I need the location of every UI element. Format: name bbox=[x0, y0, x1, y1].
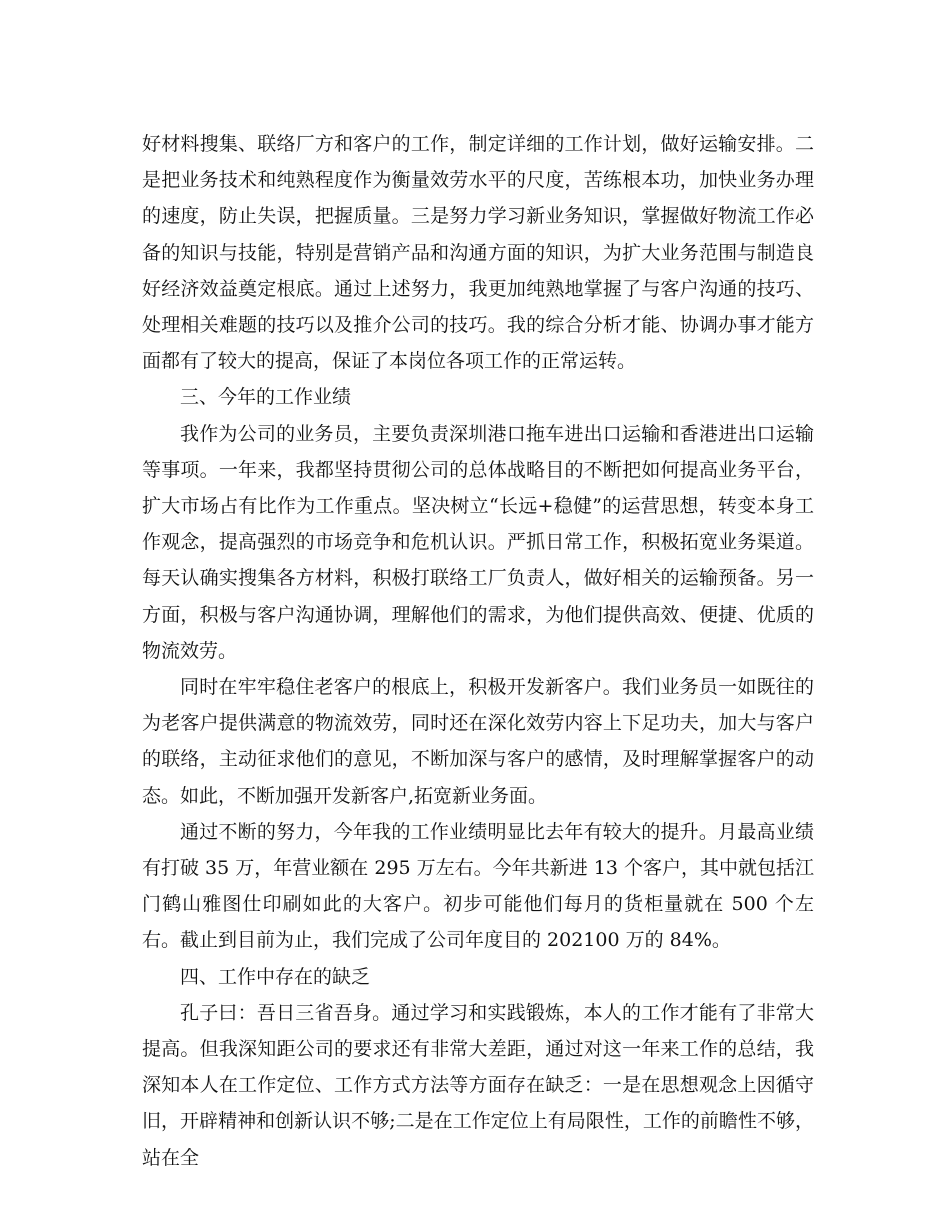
section-heading-work-results: 三、今年的工作业绩 bbox=[180, 386, 352, 409]
paragraph-performance: 通过不断的努力，今年我的工作业绩明显比去年有较大的提升。月最高业绩有打破 35 万，年营业额在 295 万左右。今年共新进 13 个客户，其中就包括江门鹤山雅图仕印刷如此的大客户。初步可能他们每月的货柜量就在 500 个左右。截止到目前为止，我们完成了公司年度目的 202100 万的 84%。 bbox=[142, 820, 814, 952]
document-body bbox=[142, 126, 814, 1176]
paragraph-continuation: 好材料搜集、联络厂方和客户的工作，制定详细的工作计划，做好运输安排。二是把业务技术和纯熟程度作为衡量效劳水平的尺度，苦练根本功，加快业务办理的速度，防止失误，把握质量。三是努力学习新业务知识，掌握做好物流工作必备的知识与技能，特别是营销产品和沟通方面的知识，为扩大业务范围与制造良好经济效益奠定根底。通过上述努力，我更加纯熟地掌握了与客户沟通的技巧、处理相关难题的技巧以及推介公司的技巧。我的综合分析才能、协调办事才能方面都有了较大的提高，保证了本岗位各项工作的正常运转。 bbox=[142, 133, 814, 373]
section-heading-shortcomings: 四、工作中存在的缺乏 bbox=[180, 965, 371, 988]
paragraph-new-clients: 同时在牢牢稳住老客户的根底上，积极开发新客户。我们业务员一如既往的为老客户提供满意的物流效劳，同时还在深化效劳内容上下足功夫，加大与客户的联络，主动征求他们的意见，不断加深与客户的感情，及时理解掌握客户的动态。如此，不断加强开发新客户,拓宽新业务面。 bbox=[142, 676, 814, 807]
paragraph-self-reflection: 孔子曰：吾日三省吾身。通过学习和实践锻炼，本人的工作才能有了非常大提高。但我深知距公司的要求还有非常大差距，通过对这一年来工作的总结，我深知本人在工作定位、工作方式方法等方面存在缺乏：一是在思想观念上因循守旧，开辟精神和创新认识不够;二是在工作定位上有局限性，工作的前瞻性不够，站在全 bbox=[142, 1001, 814, 1169]
paragraph-responsibilities: 我作为公司的业务员，主要负责深圳港口拖车进出口运输和香港进出口运输等事项。一年来，我都坚持贯彻公司的总体战略目的不断把如何提高业务平台，扩大市场占有比作为工作重点。坚决树立“长远+稳健”的运营思想，转变本身工作观念，提高强烈的市场竞争和危机认识。严抓日常工作，积极拓宽业务渠道。每天认确实搜集各方材料，积极打联络工厂负责人，做好相关的运输预备。另一方面，积极与客户沟通协调，理解他们的需求，为他们提供高效、便捷、优质的物流效劳。 bbox=[142, 422, 814, 662]
